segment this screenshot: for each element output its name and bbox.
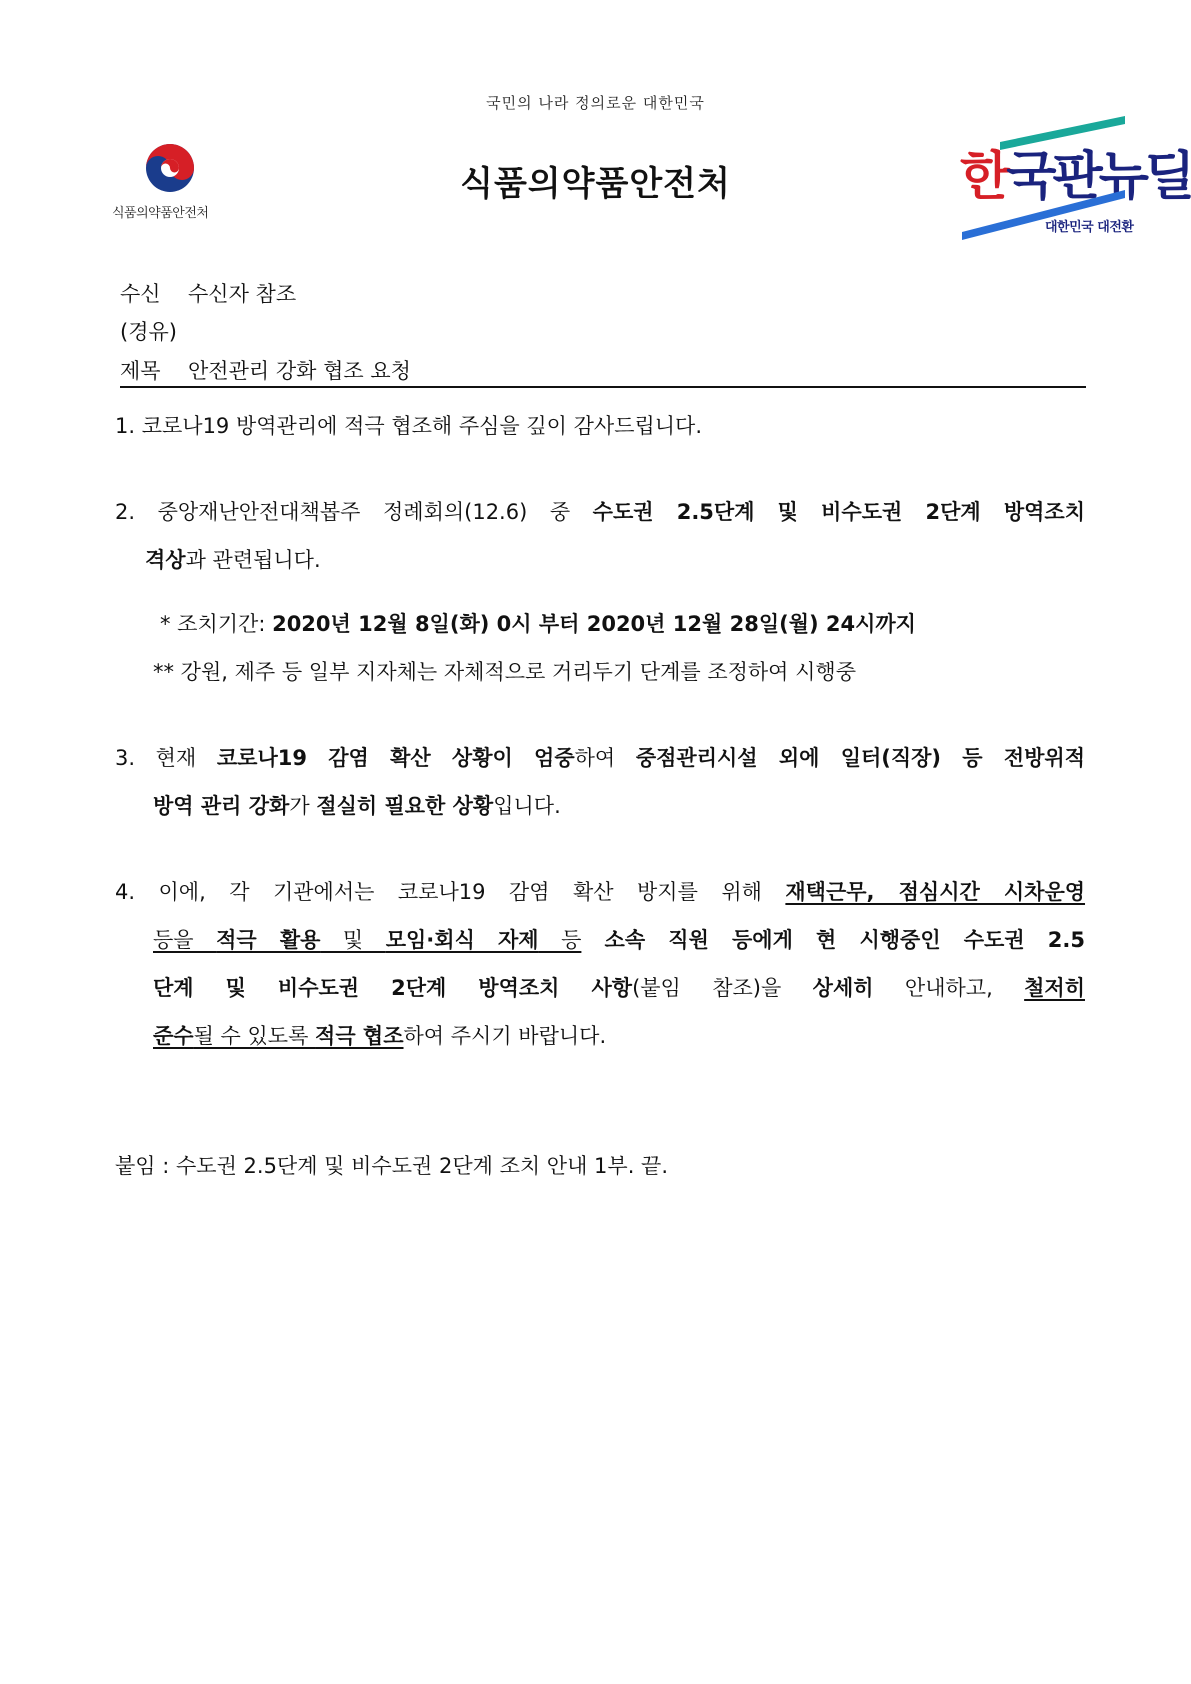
period-note [160, 608, 916, 638]
org-logo-text: 식품의약품안전처 [112, 206, 209, 221]
emphasis-text: 단계 및 비수도권 2단계 방역조치 사항 [153, 976, 633, 1000]
emphasis-text: 모임·회식 자제 [385, 928, 539, 952]
emphasis-text: 2020년 12월 8일(화) 0시 부터 2020년 12월 28일(월) 24시까지 [272, 612, 916, 636]
text-span: 3. 현재 [115, 746, 217, 770]
subject-label: 제목 [120, 359, 161, 383]
via-row: (경유) [120, 320, 177, 344]
paragraph-3-line-2 [153, 790, 561, 820]
region-note: ** 강원, 제주 등 일부 지자체는 자체적으로 거리두기 단계를 조정하여 시행중 [153, 660, 857, 684]
recipient-label: 수신 [120, 282, 161, 306]
org-title: 식품의약품안전처 [460, 164, 731, 204]
text-span: (붙임 참조)을 [632, 976, 813, 1000]
emphasis-text: 절실히 필요한 상황 [316, 794, 494, 818]
paragraph-3-line-1 [115, 742, 1085, 772]
emphasis-text: 코로나19 감염 확산 상황이 엄중 [216, 746, 575, 770]
recipient-value: 수신자 참조 [188, 282, 297, 306]
emphasis-text: 격상 [145, 548, 186, 572]
emphasis-text: 준수 [153, 1024, 194, 1048]
new-deal-subtitle: 대한민국 대전환 [1045, 220, 1134, 235]
underlined-text: 및 [320, 928, 386, 952]
slogan: 국민의 나라 정의로운 대한민국 [486, 94, 705, 112]
paragraph-4-line-3 [153, 972, 1085, 1002]
emphasis-text: 적극 협조 [315, 1024, 404, 1048]
recipient-row [120, 278, 296, 308]
emphasis-text: 철저히 [1024, 976, 1085, 1000]
underlined-text: 등을 [153, 928, 217, 952]
paragraph-1-text: 1. 코로나19 방역관리에 적극 협조해 주심을 깊이 감사드립니다. [115, 414, 703, 438]
svg-text:한국판뉴딜: 한국판뉴딜 [960, 147, 1191, 207]
subject-value: 안전관리 강화 협조 요청 [188, 359, 411, 383]
subject-row [120, 355, 411, 385]
emphasis-text: 재택근무, 점심시간 시차운영 [785, 880, 1086, 904]
paragraph-2-line-2 [145, 544, 321, 574]
emphasis-text: 소속 직원 등에게 현 시행중인 수도권 2.5 [581, 928, 1085, 952]
emphasis-text: 수도권 2.5단계 및 비수도권 2단계 방역조치 [592, 500, 1085, 524]
emphasis-text: 상세히 [812, 976, 874, 1000]
paragraph-4-line-1 [115, 876, 1085, 906]
paragraph-4-line-2 [153, 924, 1085, 954]
text-span: 안내하고, [873, 976, 1025, 1000]
emphasis-text: 적극 활용 [216, 928, 321, 952]
text-span: 입니다. [493, 794, 561, 818]
text-span: 4. 이에, 각 기관에서는 코로나19 감염 확산 방지를 위해 [115, 880, 786, 904]
text-span: 과 관련됩니다. [185, 548, 321, 572]
text-span: 하여 주시기 바랍니다. [403, 1024, 607, 1048]
text-span: 2. 중앙재난안전대책봅주 정례회의(12.6) 중 [115, 500, 593, 524]
text-span: 하여 [574, 746, 636, 770]
underlined-text: 될 수 있도록 [193, 1024, 316, 1048]
header-divider [120, 386, 1086, 388]
text-span: * 조치기간: [160, 612, 273, 636]
emphasis-text: 중점관리시설 외에 일터(직장) 등 전방위적 [635, 746, 1086, 770]
emphasis-text: 방역 관리 강화 [153, 794, 290, 818]
paragraph-4-line-4 [153, 1020, 606, 1050]
text-span: 가 [289, 794, 317, 818]
paragraph-2-line-1 [115, 496, 1085, 526]
underlined-text: 등 [538, 928, 582, 952]
attachment-text: 붙임 : 수도권 2.5단계 및 비수도권 2단계 조치 안내 1부. 끝. [115, 1154, 669, 1178]
